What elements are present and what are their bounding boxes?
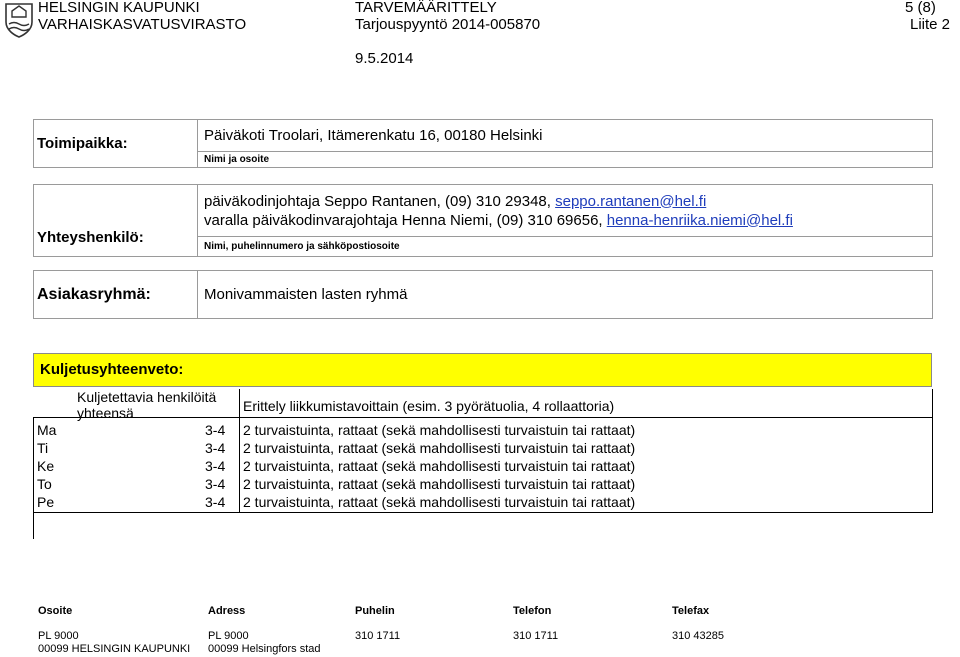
location-value: Päiväkoti Troolari, Itämerenkatu 16, 00180 Helsinki (198, 120, 933, 152)
row-day: Pe (37, 494, 55, 510)
transport-summary-title: Kuljetusyhteenveto: (33, 353, 932, 387)
row-count: 3-4 (205, 494, 226, 510)
doc-date: 9.5.2014 (355, 50, 414, 67)
row-detail: 2 turvaistuinta, rattaat (sekä mahdollisesti turvaistuin tai rattaat) (243, 476, 636, 492)
footer-phone-sv: 310 1711 (513, 630, 559, 642)
row-day: Ke (37, 458, 55, 474)
attachment-label: Liite 2 (910, 16, 951, 33)
footer-fax: 310 43285 (672, 630, 724, 642)
doc-title: TARVEMÄÄRITTELY (355, 0, 497, 16)
customer-group-table (33, 270, 933, 319)
footer-header-fax: Telefax (672, 605, 710, 617)
location-caption: Nimi ja osoite (198, 152, 933, 168)
footer-header-address-sv: Adress (208, 605, 246, 617)
helsinki-crest-icon (4, 2, 34, 38)
row-count: 3-4 (205, 422, 226, 438)
footer-postal-fi: 00099 HELSINGIN KAUPUNKI (38, 643, 191, 655)
contact-line-backup: varalla päiväkodinvarajohtaja Henna Niemi, (09) 310 69656, henna-henriika.niemi@hel.fi (204, 211, 793, 229)
contact-line-primary: päiväkodinjohtaja Seppo Rantanen, (09) 310 29348, seppo.rantanen@hel.fi (204, 192, 707, 210)
row-count: 3-4 (205, 440, 226, 456)
row-day: Ti (37, 440, 49, 456)
org-name: HELSINGIN KAUPUNKI (38, 0, 200, 16)
footer-header-phone-fi: Puhelin (355, 605, 395, 617)
row-detail: 2 turvaistuinta, rattaat (sekä mahdollisesti turvaistuin tai rattaat) (243, 422, 636, 438)
count-header-line2: yhteensä (77, 405, 134, 421)
row-day: Ma (37, 422, 57, 438)
row-count: 3-4 (205, 476, 226, 492)
page-number: 5 (8) (905, 0, 936, 16)
backup-email-link[interactable]: henna-henriika.niemi@hel.fi (606, 211, 793, 229)
location-table (33, 119, 933, 168)
detail-header: Erittely liikkumistavoittain (esim. 3 pyörätuolia, 4 rollaattoria) (243, 398, 615, 414)
doc-reference: Tarjouspyyntö 2014-005870 (355, 16, 541, 33)
row-count: 3-4 (205, 458, 226, 474)
primary-email-link[interactable]: seppo.rantanen@hel.fi (555, 192, 707, 210)
footer-postal-sv: 00099 Helsingfors stad (208, 643, 321, 655)
contact-label: Yhteyshenkilö: (34, 185, 198, 257)
row-detail: 2 turvaistuinta, rattaat (sekä mahdollisesti turvaistuin tai rattaat) (243, 458, 636, 474)
row-detail: 2 turvaistuinta, rattaat (sekä mahdollisesti turvaistuin tai rattaat) (243, 440, 636, 456)
contact-caption: Nimi, puhelinnumero ja sähköpostiosoite (198, 237, 933, 257)
contact-table (33, 184, 933, 257)
footer-header-address-fi: Osoite (38, 605, 73, 617)
customer-group-value: Monivammaisten lasten ryhmä (198, 271, 933, 319)
footer-po-box-fi: PL 9000 (38, 630, 79, 642)
footer-po-box-sv: PL 9000 (208, 630, 249, 642)
footer-header-phone-sv: Telefon (513, 605, 552, 617)
location-label: Toimipaikka: (34, 120, 198, 168)
count-header-line1: Kuljetettavia henkilöitä (77, 389, 217, 405)
footer-phone-fi: 310 1711 (355, 630, 401, 642)
row-detail: 2 turvaistuinta, rattaat (sekä mahdollisesti turvaistuin tai rattaat) (243, 494, 636, 510)
row-day: To (37, 476, 52, 492)
customer-group-label: Asiakasryhmä: (34, 271, 198, 319)
org-department: VARHAISKASVATUSVIRASTO (38, 16, 247, 33)
